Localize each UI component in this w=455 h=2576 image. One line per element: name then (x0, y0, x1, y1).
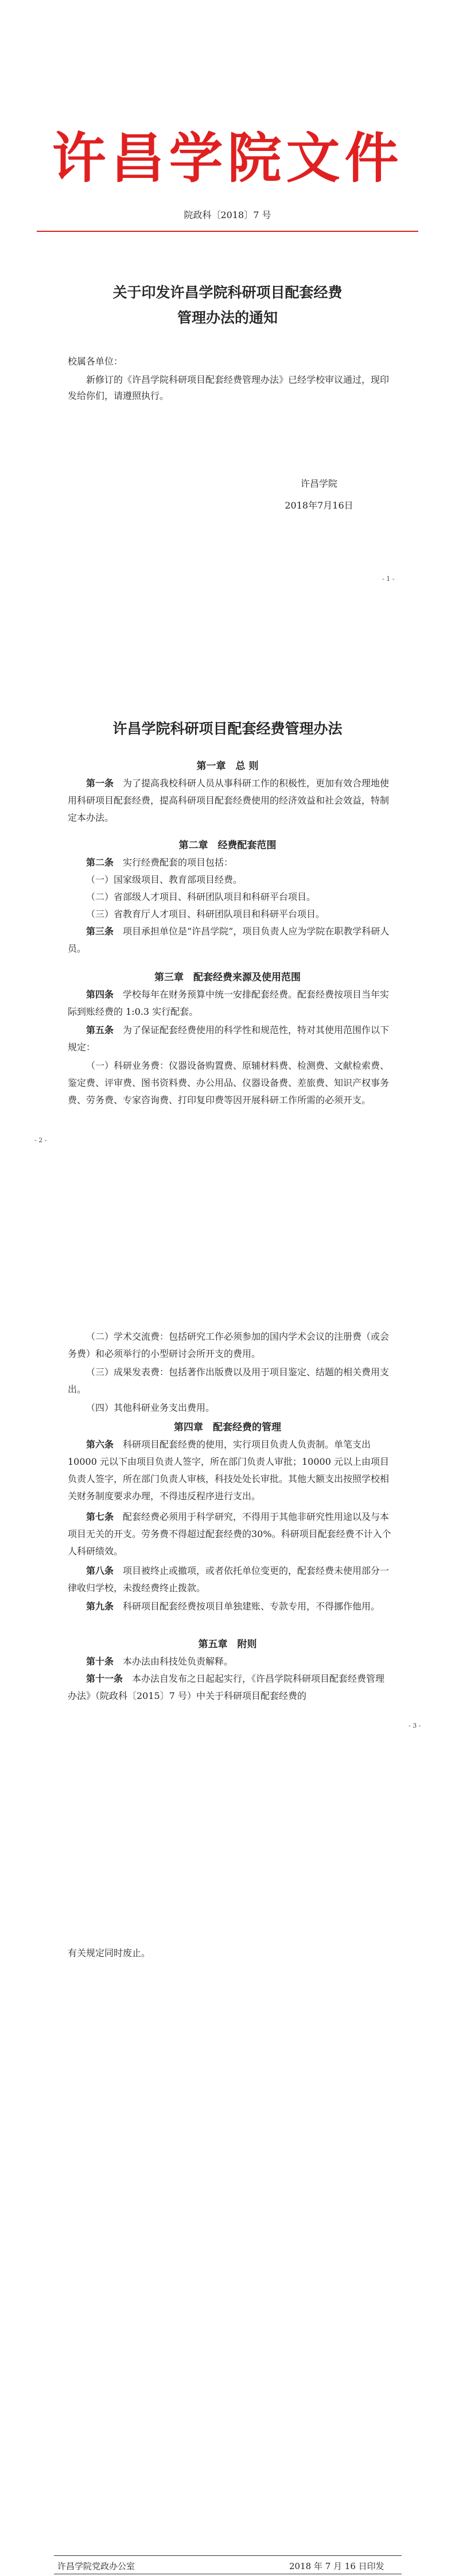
regulation-title: 许昌学院科研项目配套经费管理办法 (112, 720, 343, 737)
article-item: （一）国家级项目、教育部项目经费。 (86, 874, 243, 885)
notice-signer: 许昌学院 (300, 478, 337, 489)
footer-rule-top (54, 2555, 402, 2556)
article-item: （三）成果发表费：包括著作出版费以及用于项目鉴定、结题的相关费用支出。 (68, 1367, 390, 1395)
article-label: 第二条 (86, 857, 114, 868)
article-item: （三）省教育厅人才项目、科研团队项目和科研平台项目。 (86, 909, 325, 920)
article-5 (68, 1022, 392, 1056)
article-text: 本办法自发布之日起起实行，《许昌学院科研项目配套经费管理办法》（院政科〔2015〕7 号）中关于科研项目配套经费的 (68, 1673, 385, 1701)
red-divider (37, 231, 418, 232)
page-number: - 3 - (409, 1722, 421, 1729)
chapter-heading: 第一章 总 则 (196, 761, 259, 772)
article-item: （一）科研业务费：仪器设备购置费、原辅材料费、检测费、文献检索费、鉴定费、评审费、图书资料费、办公用品、仪器设备费、差旅费、知识产权事务费、劳务费、专家咨询费、打印复印费等因开展科研工作所需的必须开支。 (68, 1060, 390, 1105)
article-text: 项目被终止或撤项，或者依托单位变更的，配套经费未使用部分一律收归学校，未拨经费终止拨款。 (68, 1565, 390, 1593)
document-number: 院政科〔2018〕7 号 (184, 210, 271, 220)
notice-body: 新修订的《许昌学院科研项目配套经费管理办法》已经学校审议通过，现印发给你们，请遵照执行。 (68, 374, 390, 401)
article-11 (68, 1670, 392, 1705)
article-label: 第九条 (86, 1601, 114, 1612)
chapter-heading: 第四章 配套经费的管理 (174, 1422, 281, 1433)
article-text: 配套经费必须用于科学研究，不得用于其他非研究性用途以及与本项目无关的开支。劳务费不得超过配套经费的30%。科研项目配套经费不计入个人科研绩效。 (68, 1511, 391, 1557)
article-label: 第八条 (86, 1565, 114, 1576)
footer-office: 许昌学院党政办公室 (57, 2561, 135, 2571)
page-number: - 1 - (382, 575, 395, 583)
article-2 (68, 854, 392, 871)
article-label: 第三条 (86, 926, 114, 937)
chapter-heading: 第五章 附则 (198, 1639, 257, 1650)
article-label: 第六条 (86, 1439, 114, 1450)
article-text: 实行经费配套的项目包括： (123, 857, 234, 868)
chapter-heading: 第二章 经费配套范围 (178, 840, 277, 851)
article-item: （二）学术交流费：包括研究工作必须参加的国内学术会议的注册费（或会务费）和必须举行的小型研讨会所开支的费用。 (68, 1331, 390, 1359)
notice-title-line2: 管理办法的通知 (177, 309, 278, 326)
article-6 (68, 1436, 392, 1505)
article-text: 项目承担单位是“许昌学院”，项目负责人应为学院在职教学科研人员。 (68, 926, 390, 954)
article-item: （四）其他科研业务支出费用。 (86, 1402, 215, 1413)
article-4 (68, 986, 392, 1021)
page-number: - 2 - (34, 1136, 47, 1144)
page-4 (0, 1932, 455, 2576)
article-label: 第一条 (86, 778, 114, 789)
article-label: 第十一条 (86, 1673, 123, 1684)
article-label: 第五条 (86, 1025, 114, 1035)
article-10 (68, 1653, 392, 1670)
article-label: 第十条 (86, 1656, 114, 1667)
chapter-heading: 第三章 配套经费来源及使用范围 (154, 972, 301, 983)
article-7 (68, 1508, 392, 1560)
notice-title-line1: 关于印发许昌学院科研项目配套经费 (112, 284, 343, 301)
notice-greeting: 校属各单位： (68, 356, 123, 367)
article-text: 本办法由科技处负责解释。 (123, 1656, 234, 1667)
document-header-title: 许昌学院文件 (52, 127, 403, 190)
article-9 (68, 1598, 392, 1615)
footer-print-date: 2018 年 7 月 16 日印发 (289, 2561, 384, 2571)
article-11-continued: 有关规定同时废止。 (68, 1947, 151, 1958)
article-label: 第四条 (86, 989, 114, 1000)
article-text: 科研项目配套经费的使用，实行项目负责人负责制。单笔支出10000 元以下由项目负责人签字，所在部门负责人审批；10000 元以上由项目负责人签字，所在部门负责人审核，科技处处长审批。其他大额支出按照学校相关财务制度要求办理，不得违反程序进行支出。 (68, 1439, 390, 1502)
page-1 (0, 0, 455, 644)
article-text: 为了提高我校科研人员从事科研工作的积极性，更加有效合理地使用科研项目配套经费，提高科研项目配套经费使用的经济效益和社会效益，特制定本办法。 (68, 778, 390, 823)
article-1 (68, 775, 392, 827)
article-item: （二）省部级人才项目、科研团队项目和科研平台项目。 (86, 891, 316, 902)
page-3 (0, 1288, 455, 1932)
page-2 (0, 644, 455, 1288)
article-label: 第七条 (86, 1511, 114, 1522)
article-8 (68, 1562, 392, 1597)
article-3 (68, 923, 392, 957)
article-text: 学校每年在财务预算中统一安排配套经费。配套经费按项目当年实际到账经费的 1:0.3 实行配套。 (68, 989, 390, 1017)
article-text: 科研项目配套经费按项目单独建账、专款专用，不得挪作他用。 (123, 1601, 380, 1612)
article-text: 为了保证配套经费使用的科学性和规范性，特对其使用范围作以下规定： (68, 1025, 390, 1053)
notice-date: 2018年7月16日 (285, 500, 353, 511)
